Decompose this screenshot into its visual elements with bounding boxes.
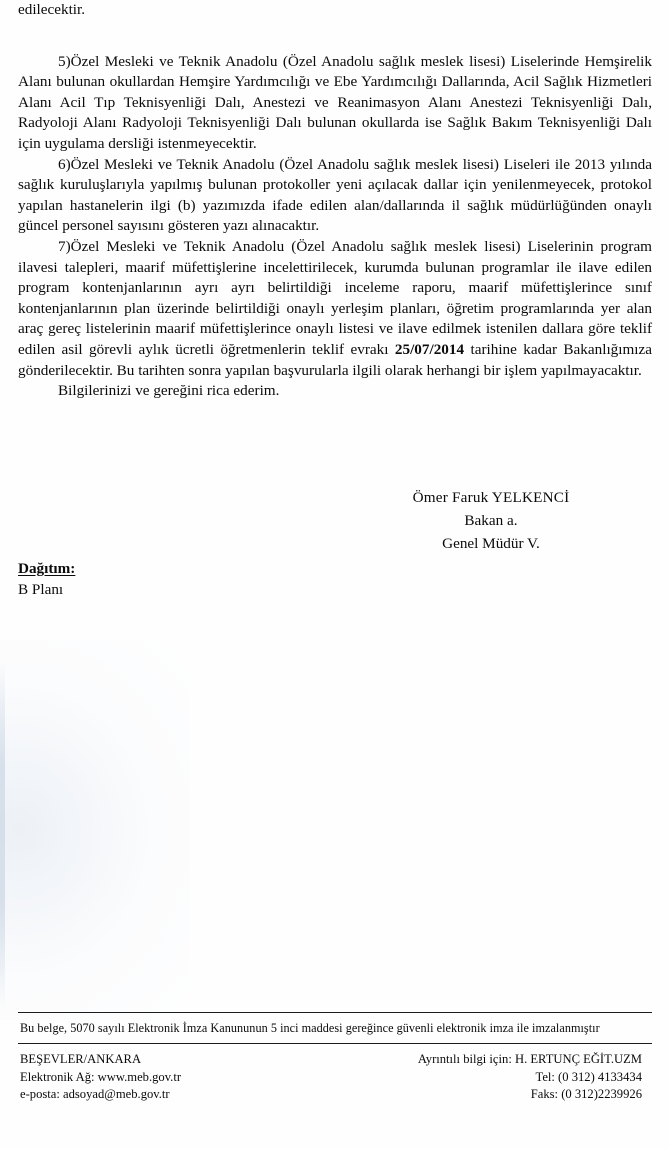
page-footer	[18, 1012, 652, 1104]
signatory-name: Ömer Faruk YELKENCİ	[412, 489, 570, 506]
footer-fax: Faks: (0 312)2239926	[530, 1087, 642, 1101]
scan-edge-artifact	[0, 660, 5, 1010]
footer-columns	[18, 1044, 652, 1104]
continuation-line: edilecektir.	[18, 1, 86, 18]
footer-contact-person: Ayrıntılı bilgi için: H. ERTUNÇ EĞİT.UZM	[417, 1052, 642, 1066]
footer-address: BEŞEVLER/ANKARA	[20, 1052, 142, 1066]
footer-email: e-posta: adsoyad@meb.gov.tr	[20, 1087, 170, 1101]
signatory-on-behalf: Bakan a.	[464, 512, 518, 529]
electronic-signature-notice: Bu belge, 5070 sayılı Elektronik İmza Kanununun 5 inci maddesi gereğince güvenli elektronik imza ile imzalanmıştır	[20, 1021, 600, 1035]
footer-right-column	[418, 1051, 652, 1104]
distribution-heading: Dağıtım:	[18, 560, 76, 577]
footer-left-column	[18, 1051, 181, 1104]
paragraph-7	[18, 237, 652, 381]
signatory-title: Genel Müdür V.	[442, 535, 540, 552]
paragraph-7-text-before-date: 7)Özel Mesleki ve Teknik Anadolu (Özel Anadolu sağlık meslek lisesi) Liselerinin program ilavesi talepleri, maarif müfettişlerine incelettirilecek, kurumda bulunan programlar ile ilave edilen program kontenjanlarının ayrı ayrı belirtildiği inceleme raporu, maarif müfettişlerince sınıf kontenjanlarının plan üzerinde belirtildiği onaylı yerleşim planları, öğretim programlarında yer alan araç gereç listelerinin maarif müfettişlerince onaylı listesi ve ilave edilmek istenilen dallara göre teklif edilen asil görevli aylık ücretli öğretmenlerin teklif evrakı	[18, 237, 652, 358]
footer-telephone: Tel: (0 312) 4133434	[535, 1069, 642, 1084]
signature-block	[330, 486, 652, 555]
paragraph-5: 5)Özel Mesleki ve Teknik Anadolu (Özel Anadolu sağlık meslek lisesi) Liselerinde Hemşirelik Alanı bulunan okullardan Hemşire Yardımcılığı ve Ebe Yardımcılığı Dallarında, Acil Sağlık Hizmetleri Alanı Acil Tıp Teknisyenliği Dalı, Anestezi ve Reanimasyon Alanı Anestezi Teknisyenliği Dalı, Radyoloji Alanı Radyoloji Teknisyenliği Dalı bulunan okullarda ise Sağlık Bakım Teknisyenliği Dalı için uygulama dersliği istenmeyecektir.	[18, 52, 652, 152]
distribution-item: B Planı	[18, 581, 64, 598]
distribution-block	[18, 558, 75, 600]
spacer	[18, 21, 652, 52]
scan-tint-artifact	[0, 640, 190, 1020]
paragraph-7-deadline-date: 25/07/2014	[394, 340, 465, 358]
footer-website: Elektronik Ağ: www.meb.gov.tr	[20, 1069, 182, 1084]
document-body	[18, 0, 652, 402]
paragraph-7-text-after-date: tarihine kadar Bakanlığımıza gönderilecektir. Bu tarihten sonra yapılan başvurularla ilgili olarak herhangi bir işlem yapılmayacaktır.	[18, 340, 652, 379]
closing-line: Bilgilerinizi ve gereğini rica ederim.	[58, 382, 280, 400]
paragraph-6: 6)Özel Mesleki ve Teknik Anadolu (Özel Anadolu sağlık meslek lisesi) Liseleri ile 2013 yılında sağlık kuruluşlarıyla yapılmış bulunan protokoller yeni açılacak dallar için yenilenmeyecek, protokol yapılan hastanelerin ilgi (b) yazımızda ifade edilen alan/dallarında il sağlık müdürlüğünden onaylı güncel personel sayısını gösteren yazı alınacaktır.	[18, 155, 652, 235]
